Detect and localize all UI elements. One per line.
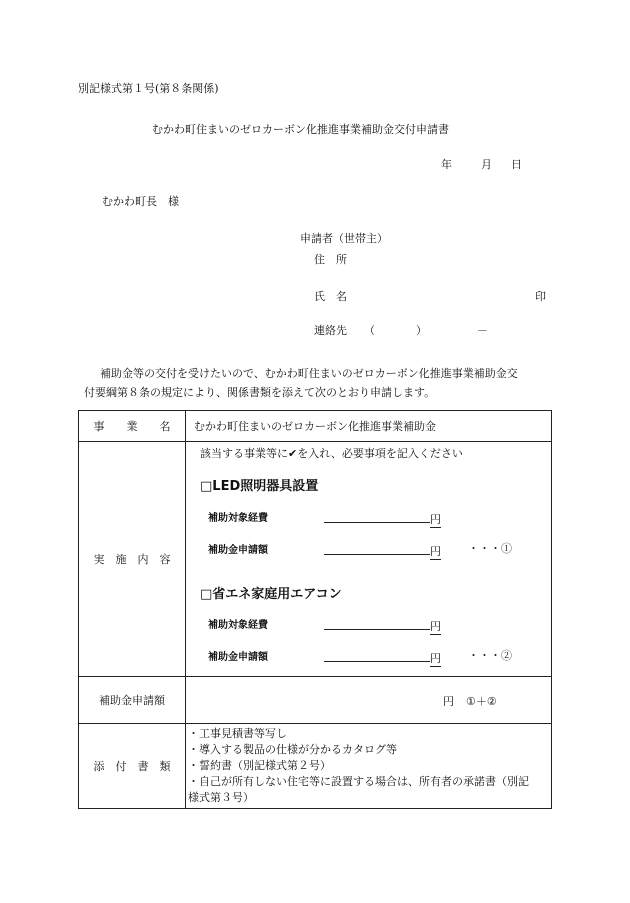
led-cost-label: 補助対象経費 bbox=[208, 513, 268, 524]
led-request-label: 補助金申請額 bbox=[208, 545, 268, 556]
aircon-section-title[interactable]: □省エネ家庭用エアコン bbox=[200, 587, 342, 602]
aircon-cost-label: 補助対象経費 bbox=[208, 620, 268, 631]
contact-label: 連絡先 bbox=[314, 324, 347, 337]
form-reference: 別記様式第１号(第８条関係) bbox=[78, 82, 219, 95]
content-label: 実 施 内 容 bbox=[79, 442, 186, 677]
seal-mark: 印 bbox=[535, 290, 546, 303]
total-label: 補助金申請額 bbox=[79, 677, 186, 724]
application-table bbox=[78, 410, 552, 809]
attachment-item: ・誓約書（別記様式第２号） bbox=[188, 759, 331, 772]
intro-line-2: 付要綱第８条の規定により、関係書類を添えて次のとおり申請します。 bbox=[84, 386, 436, 399]
aircon-marker: ・・・② bbox=[468, 649, 512, 662]
date-month-label: 月 bbox=[481, 158, 492, 171]
project-value: むかわ町住まいのゼロカーボン化推進事業補助金 bbox=[186, 411, 552, 442]
addressee: むかわ町長 様 bbox=[102, 195, 179, 208]
date-day-label: 日 bbox=[511, 158, 522, 171]
led-cost-yen: 円 bbox=[430, 513, 441, 526]
contact-paren-close: ） bbox=[416, 324, 427, 337]
aircon-request-yen: 円 bbox=[430, 652, 441, 665]
attachment-item: ・工事見積書等写し bbox=[188, 727, 287, 740]
contact-dash: － bbox=[477, 324, 488, 337]
total-cell[interactable] bbox=[186, 677, 552, 724]
attachments-label: 添 付 書 類 bbox=[79, 724, 186, 809]
address-label: 住 所 bbox=[314, 253, 347, 266]
attachment-item: 様式第３号） bbox=[188, 791, 254, 804]
led-cost-field[interactable] bbox=[324, 508, 441, 528]
attachments-cell bbox=[186, 724, 552, 809]
total-row bbox=[79, 677, 552, 724]
aircon-cost-yen: 円 bbox=[430, 620, 441, 633]
total-yen: 円 bbox=[443, 695, 454, 708]
attachment-item: ・自己が所有しない住宅等に設置する場合は、所有者の承諾書（別記 bbox=[188, 775, 529, 788]
name-label: 氏 名 bbox=[314, 290, 347, 303]
total-formula: ①＋② bbox=[466, 695, 497, 708]
applicant-heading: 申請者（世帯主） bbox=[300, 232, 388, 245]
attachment-item: ・導入する製品の仕様が分かるカタログ等 bbox=[188, 743, 397, 756]
content-cell bbox=[186, 442, 552, 677]
project-label: 事 業 名 bbox=[79, 411, 186, 442]
led-section-title[interactable]: □LED照明器具設置 bbox=[200, 479, 319, 494]
aircon-request-label: 補助金申請額 bbox=[208, 652, 268, 663]
project-row bbox=[79, 411, 552, 442]
content-row bbox=[79, 442, 552, 677]
instruction-text: 該当する事業等に✔を入れ、必要事項を記入ください bbox=[200, 447, 463, 460]
attachments-row bbox=[79, 724, 552, 809]
aircon-request-field[interactable] bbox=[324, 647, 441, 667]
date-year-label: 年 bbox=[441, 158, 452, 171]
contact-paren-open: （ bbox=[364, 324, 375, 337]
led-request-yen: 円 bbox=[430, 545, 441, 558]
led-request-field[interactable] bbox=[324, 540, 441, 560]
aircon-cost-field[interactable] bbox=[324, 615, 441, 635]
led-marker: ・・・① bbox=[468, 542, 512, 555]
form-title: むかわ町住まいのゼロカーボン化推進事業補助金交付申請書 bbox=[152, 123, 449, 136]
intro-line-1: 補助金等の交付を受けたいので、むかわ町住まいのゼロカーボン化推進事業補助金交 bbox=[100, 367, 518, 380]
